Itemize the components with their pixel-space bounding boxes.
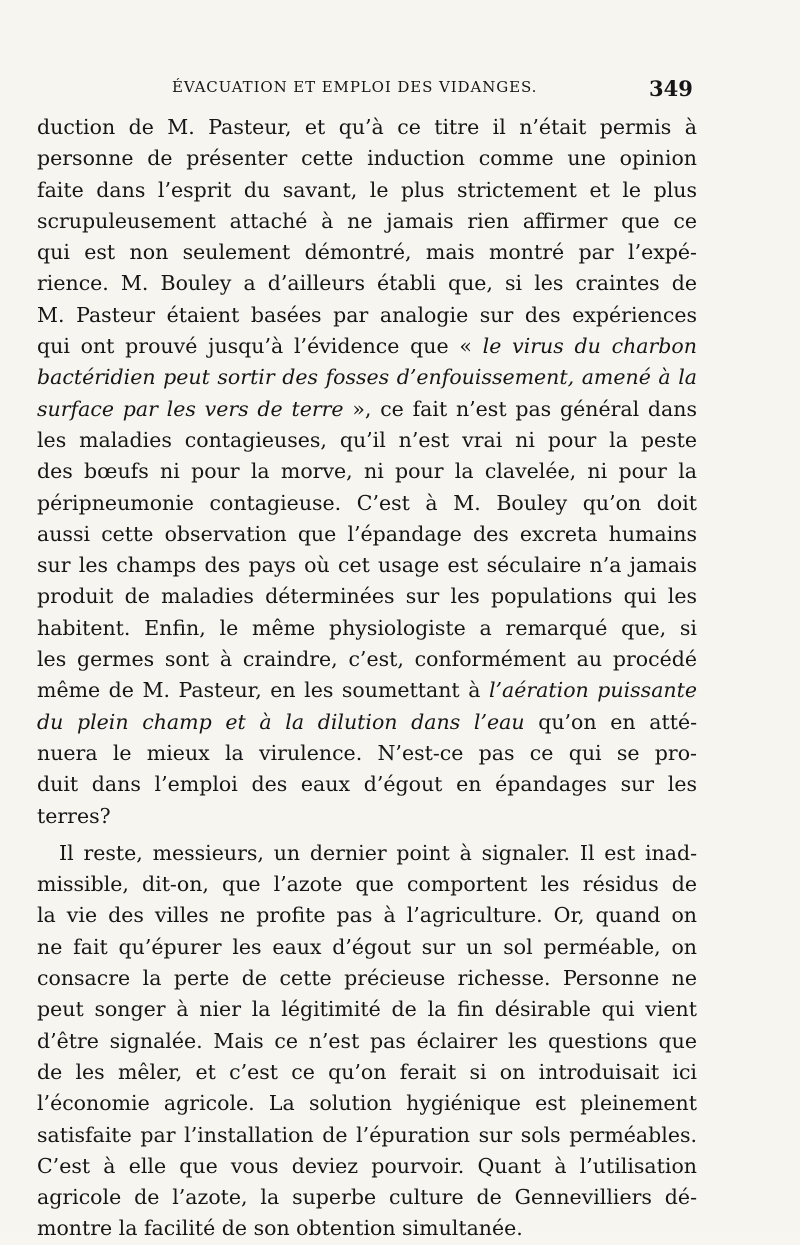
text-segment: », ce fait n’est pas général dans (343, 396, 697, 421)
text-line: satisfaite par l’installation de l’épuration sur sols perméables. (37, 1122, 697, 1147)
text-line: faite dans l’esprit du savant, le plus strictement et le plus (37, 177, 697, 202)
running-title: ÉVACUATION ET EMPLOI DES VIDANGES. (172, 78, 538, 96)
page-body (37, 112, 697, 1245)
italic-phrase: l’aération puissante (488, 678, 697, 703)
text-line: missible, dit-on, que l’azote que comportent les résidus de (37, 872, 697, 897)
text-line (37, 675, 697, 706)
text-line: produit de maladies déterminées sur les populations qui les (37, 584, 697, 609)
text-line (37, 394, 697, 425)
text-line: Il reste, messieurs, un dernier point à signaler. Il est inad- (59, 840, 697, 865)
text-line: peut songer à nier la légitimité de la fin désirable qui vient (37, 997, 697, 1022)
page-header (0, 78, 800, 102)
text-line: péripneumonie contagieuse. C’est à M. Bouley qu’on doit (37, 490, 697, 515)
text-line: personne de présenter cette induction comme une opinion (37, 146, 697, 171)
text-line (37, 707, 697, 738)
text-line: habitent. Enfin, le même physiologiste a remarqué que, si (37, 615, 697, 640)
text-line: la vie des villes ne profite pas à l’agriculture. Or, quand on (37, 903, 697, 928)
text-line: sur les champs des pays où cet usage est séculaire n’a jamais (37, 553, 697, 578)
italic-quote: le virus du charbon (482, 334, 697, 359)
text-line: ne fait qu’épurer les eaux d’égout sur un sol perméable, on (37, 934, 697, 959)
text-line: nuera le mieux la virulence. N’est-ce pas ce qui se pro- (37, 740, 697, 765)
text-line: d’être signalée. Mais ce n’est pas éclairer les questions que (37, 1028, 697, 1053)
page-number: 349 (649, 76, 693, 101)
text-line: scrupuleusement attaché à ne jamais rien affirmer que ce (37, 208, 697, 233)
text-line: les maladies contagieuses, qu’il n’est vrai ni pour la peste (37, 427, 697, 452)
text-line: rience. M. Bouley a d’ailleurs établi que, si les craintes de (37, 271, 697, 296)
text-segment: même de M. Pasteur, en les soumettant à (37, 678, 489, 703)
text-line: l’économie agricole. La solution hygiénique est pleinement (37, 1091, 697, 1116)
text-segment: qu’on en atté- (524, 709, 698, 734)
text-line: M. Pasteur étaient basées par analogie sur des expériences (37, 302, 697, 327)
italic-quote: bactéridien peut sortir des fosses d’enfouissement, amené à la (37, 365, 697, 390)
text-line: consacre la perte de cette précieuse richesse. Personne ne (37, 966, 697, 991)
text-line: montre la facilité de son obtention simultanée. (37, 1216, 523, 1241)
text-line (37, 362, 697, 393)
text-line: qui est non seulement démontré, mais montré par l’expé- (37, 240, 697, 265)
text-line: duction de M. Pasteur, et qu’à ce titre il n’était permis à (37, 115, 697, 139)
text-line: de les mêler, et c’est ce qu’on ferait si on introduisait ici (37, 1059, 697, 1084)
text-line: C’est à elle que vous deviez pourvoir. Quant à l’utilisation (37, 1153, 697, 1178)
italic-phrase: du plein champ et à la dilution dans l’eau (37, 709, 525, 734)
paragraph-1 (37, 112, 697, 832)
text-line: aussi cette observation que l’épandage des excreta humains (37, 521, 697, 546)
text-line: agricole de l’azote, la superbe culture de Gennevilliers dé- (37, 1185, 697, 1210)
paragraph-2 (37, 838, 697, 1245)
text-segment: qui ont prouvé jusqu’à l’évidence que « (37, 334, 483, 359)
text-line: duit dans l’emploi des eaux d’égout en épandages sur les (37, 772, 697, 797)
italic-quote: surface par les vers de terre (37, 396, 344, 421)
text-line: terres? (37, 803, 111, 828)
text-line (37, 331, 697, 362)
text-line: des bœufs ni pour la morve, ni pour la clavelée, ni pour la (37, 459, 697, 484)
text-line: les germes sont à craindre, c’est, conformément au procédé (37, 647, 697, 672)
